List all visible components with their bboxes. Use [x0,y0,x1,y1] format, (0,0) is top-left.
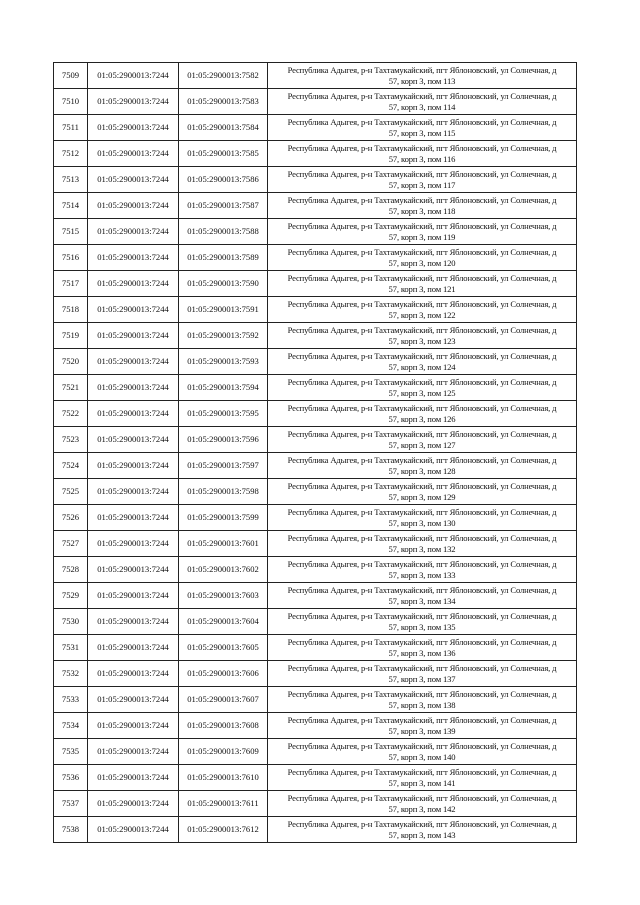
cadastral-number-cell: 01:05:2900013:7597 [179,453,268,479]
address-line-2: 57, корп 3, пом 127 [388,439,456,450]
row-number-cell: 7509 [54,63,88,89]
row-number-cell: 7524 [54,453,88,479]
parent-cadastral-number-cell: 01:05:2900013:7244 [88,141,179,167]
parent-cadastral-number-cell: 01:05:2900013:7244 [88,661,179,687]
address-line-2: 57, корп 3, пом 115 [388,127,456,138]
address-line-2: 57, корп 3, пом 119 [388,231,456,242]
parent-cadastral-number-cell: 01:05:2900013:7244 [88,609,179,635]
address-line-1: Республика Адыгея, р-н Тахтамукайский, пгт Яблоновский, ул Солнечная, д [287,662,557,673]
cadastral-number-cell: 01:05:2900013:7598 [179,479,268,505]
row-number-cell: 7516 [54,245,88,271]
address-line-2: 57, корп 3, пом 113 [388,75,456,86]
address-line-1: Республика Адыгея, р-н Тахтамукайский, пгт Яблоновский, ул Солнечная, д [287,506,557,517]
cadastral-number-cell: 01:05:2900013:7585 [179,141,268,167]
row-number-cell: 7518 [54,297,88,323]
address-line-1: Республика Адыгея, р-н Тахтамукайский, пгт Яблоновский, ул Солнечная, д [287,610,557,621]
address-line-2: 57, корп 3, пом 121 [388,283,456,294]
row-number-cell: 7522 [54,401,88,427]
parent-cadastral-number-cell: 01:05:2900013:7244 [88,817,179,843]
row-number-cell: 7517 [54,271,88,297]
address-line-1: Республика Адыгея, р-н Тахтамукайский, пгт Яблоновский, ул Солнечная, д [287,376,557,387]
parent-cadastral-number-cell: 01:05:2900013:7244 [88,63,179,89]
row-number-cell: 7531 [54,635,88,661]
table-row [54,115,577,141]
parent-cadastral-number-cell: 01:05:2900013:7244 [88,323,179,349]
address-line-2: 57, корп 3, пом 135 [388,621,456,632]
cadastral-number-cell: 01:05:2900013:7596 [179,427,268,453]
cadastral-number-cell: 01:05:2900013:7608 [179,713,268,739]
parent-cadastral-number-cell: 01:05:2900013:7244 [88,583,179,609]
table-row [54,817,577,843]
row-number-cell: 7515 [54,219,88,245]
row-number-cell: 7528 [54,557,88,583]
address-line-1: Республика Адыгея, р-н Тахтамукайский, пгт Яблоновский, ул Солнечная, д [287,636,557,647]
parent-cadastral-number-cell: 01:05:2900013:7244 [88,505,179,531]
table-row [54,791,577,817]
address-cell [268,245,577,271]
address-line-1: Республика Адыгея, р-н Тахтамукайский, пгт Яблоновский, ул Солнечная, д [287,116,557,127]
address-line-2: 57, корп 3, пом 120 [388,257,456,268]
row-number-cell: 7512 [54,141,88,167]
table-row [54,479,577,505]
table-row [54,557,577,583]
parent-cadastral-number-cell: 01:05:2900013:7244 [88,531,179,557]
parent-cadastral-number-cell: 01:05:2900013:7244 [88,427,179,453]
address-line-2: 57, корп 3, пом 132 [388,543,456,554]
cadastral-number-cell: 01:05:2900013:7599 [179,505,268,531]
table-row [54,63,577,89]
row-number-cell: 7510 [54,89,88,115]
parent-cadastral-number-cell: 01:05:2900013:7244 [88,791,179,817]
parent-cadastral-number-cell: 01:05:2900013:7244 [88,713,179,739]
cadastral-number-cell: 01:05:2900013:7602 [179,557,268,583]
address-cell [268,635,577,661]
address-line-2: 57, корп 3, пом 122 [388,309,456,320]
table-row [54,89,577,115]
address-line-1: Республика Адыгея, р-н Тахтамукайский, пгт Яблоновский, ул Солнечная, д [287,766,557,777]
table-row [54,505,577,531]
address-cell [268,297,577,323]
cadastral-number-cell: 01:05:2900013:7582 [179,63,268,89]
table-row [54,323,577,349]
address-line-1: Республика Адыгея, р-н Тахтамукайский, пгт Яблоновский, ул Солнечная, д [287,532,557,543]
address-cell [268,817,577,843]
parent-cadastral-number-cell: 01:05:2900013:7244 [88,219,179,245]
cadastral-number-cell: 01:05:2900013:7611 [179,791,268,817]
address-line-1: Республика Адыгея, р-н Тахтамукайский, пгт Яблоновский, ул Солнечная, д [287,246,557,257]
parent-cadastral-number-cell: 01:05:2900013:7244 [88,89,179,115]
cadastral-number-cell: 01:05:2900013:7601 [179,531,268,557]
address-cell [268,453,577,479]
parent-cadastral-number-cell: 01:05:2900013:7244 [88,349,179,375]
address-cell [268,505,577,531]
parent-cadastral-number-cell: 01:05:2900013:7244 [88,635,179,661]
cadastral-number-cell: 01:05:2900013:7591 [179,297,268,323]
cadastral-number-cell: 01:05:2900013:7594 [179,375,268,401]
address-cell [268,115,577,141]
row-number-cell: 7523 [54,427,88,453]
address-line-1: Республика Адыгея, р-н Тахтамукайский, пгт Яблоновский, ул Солнечная, д [287,220,557,231]
address-line-1: Республика Адыгея, р-н Тахтамукайский, пгт Яблоновский, ул Солнечная, д [287,454,557,465]
table-row [54,349,577,375]
address-cell [268,167,577,193]
address-line-2: 57, корп 3, пом 124 [388,361,456,372]
parent-cadastral-number-cell: 01:05:2900013:7244 [88,115,179,141]
address-cell [268,765,577,791]
address-cell [268,271,577,297]
parent-cadastral-number-cell: 01:05:2900013:7244 [88,401,179,427]
address-line-1: Республика Адыгея, р-н Тахтамукайский, пгт Яблоновский, ул Солнечная, д [287,168,557,179]
row-number-cell: 7525 [54,479,88,505]
cadastral-number-cell: 01:05:2900013:7612 [179,817,268,843]
address-cell [268,713,577,739]
address-line-2: 57, корп 3, пом 134 [388,595,456,606]
row-number-cell: 7521 [54,375,88,401]
address-line-1: Республика Адыгея, р-н Тахтамукайский, пгт Яблоновский, ул Солнечная, д [287,480,557,491]
row-number-cell: 7538 [54,817,88,843]
row-number-cell: 7520 [54,349,88,375]
table-row [54,635,577,661]
address-line-1: Республика Адыгея, р-н Тахтамукайский, пгт Яблоновский, ул Солнечная, д [287,64,557,75]
address-cell [268,193,577,219]
address-line-1: Республика Адыгея, р-н Тахтамукайский, пгт Яблоновский, ул Солнечная, д [287,740,557,751]
cadastral-number-cell: 01:05:2900013:7595 [179,401,268,427]
row-number-cell: 7536 [54,765,88,791]
address-cell [268,609,577,635]
property-registry-table [53,62,577,843]
row-number-cell: 7533 [54,687,88,713]
address-line-1: Республика Адыгея, р-н Тахтамукайский, пгт Яблоновский, ул Солнечная, д [287,428,557,439]
row-number-cell: 7513 [54,167,88,193]
parent-cadastral-number-cell: 01:05:2900013:7244 [88,297,179,323]
address-line-2: 57, корп 3, пом 139 [388,725,456,736]
row-number-cell: 7530 [54,609,88,635]
cadastral-number-cell: 01:05:2900013:7593 [179,349,268,375]
address-cell [268,479,577,505]
address-line-2: 57, корп 3, пом 138 [388,699,456,710]
cadastral-number-cell: 01:05:2900013:7586 [179,167,268,193]
address-line-2: 57, корп 3, пом 118 [388,205,456,216]
row-number-cell: 7526 [54,505,88,531]
table-row [54,375,577,401]
row-number-cell: 7535 [54,739,88,765]
cadastral-number-cell: 01:05:2900013:7588 [179,219,268,245]
address-cell [268,349,577,375]
table-row [54,193,577,219]
address-cell [268,89,577,115]
parent-cadastral-number-cell: 01:05:2900013:7244 [88,479,179,505]
address-line-2: 57, корп 3, пом 123 [388,335,456,346]
address-cell [268,427,577,453]
table-row [54,583,577,609]
row-number-cell: 7511 [54,115,88,141]
address-line-1: Республика Адыгея, р-н Тахтамукайский, пгт Яблоновский, ул Солнечная, д [287,298,557,309]
table-row [54,687,577,713]
address-cell [268,739,577,765]
address-line-1: Республика Адыгея, р-н Тахтамукайский, пгт Яблоновский, ул Солнечная, д [287,714,557,725]
parent-cadastral-number-cell: 01:05:2900013:7244 [88,557,179,583]
address-line-2: 57, корп 3, пом 142 [388,803,456,814]
table-row [54,297,577,323]
row-number-cell: 7527 [54,531,88,557]
parent-cadastral-number-cell: 01:05:2900013:7244 [88,375,179,401]
row-number-cell: 7519 [54,323,88,349]
table-row [54,245,577,271]
row-number-cell: 7534 [54,713,88,739]
parent-cadastral-number-cell: 01:05:2900013:7244 [88,271,179,297]
table-row [54,219,577,245]
table-row [54,141,577,167]
address-line-1: Республика Адыгея, р-н Тахтамукайский, пгт Яблоновский, ул Солнечная, д [287,142,557,153]
cadastral-number-cell: 01:05:2900013:7605 [179,635,268,661]
address-cell [268,219,577,245]
cadastral-number-cell: 01:05:2900013:7584 [179,115,268,141]
row-number-cell: 7537 [54,791,88,817]
parent-cadastral-number-cell: 01:05:2900013:7244 [88,765,179,791]
address-cell [268,557,577,583]
cadastral-number-cell: 01:05:2900013:7590 [179,271,268,297]
address-cell [268,661,577,687]
address-cell [268,531,577,557]
address-cell [268,63,577,89]
registry-table-body [54,63,577,843]
cadastral-number-cell: 01:05:2900013:7604 [179,609,268,635]
address-line-1: Республика Адыгея, р-н Тахтамукайский, пгт Яблоновский, ул Солнечная, д [287,558,557,569]
table-row [54,271,577,297]
address-line-1: Республика Адыгея, р-н Тахтамукайский, пгт Яблоновский, ул Солнечная, д [287,402,557,413]
address-line-2: 57, корп 3, пом 128 [388,465,456,476]
address-line-2: 57, корп 3, пом 126 [388,413,456,424]
address-line-1: Республика Адыгея, р-н Тахтамукайский, пгт Яблоновский, ул Солнечная, д [287,194,557,205]
table-row [54,713,577,739]
table-row [54,739,577,765]
table-row [54,661,577,687]
table-row [54,531,577,557]
cadastral-number-cell: 01:05:2900013:7583 [179,89,268,115]
table-row [54,453,577,479]
table-row [54,401,577,427]
parent-cadastral-number-cell: 01:05:2900013:7244 [88,453,179,479]
address-line-1: Республика Адыгея, р-н Тахтамукайский, пгт Яблоновский, ул Солнечная, д [287,792,557,803]
address-line-1: Республика Адыгея, р-н Тахтамукайский, пгт Яблоновский, ул Солнечная, д [287,818,557,829]
cadastral-number-cell: 01:05:2900013:7609 [179,739,268,765]
address-line-2: 57, корп 3, пом 133 [388,569,456,580]
address-line-1: Республика Адыгея, р-н Тахтамукайский, пгт Яблоновский, ул Солнечная, д [287,324,557,335]
row-number-cell: 7532 [54,661,88,687]
parent-cadastral-number-cell: 01:05:2900013:7244 [88,245,179,271]
address-line-1: Республика Адыгея, р-н Тахтамукайский, пгт Яблоновский, ул Солнечная, д [287,90,557,101]
address-cell [268,323,577,349]
table-row [54,167,577,193]
parent-cadastral-number-cell: 01:05:2900013:7244 [88,193,179,219]
address-line-1: Республика Адыгея, р-н Тахтамукайский, пгт Яблоновский, ул Солнечная, д [287,272,557,283]
parent-cadastral-number-cell: 01:05:2900013:7244 [88,167,179,193]
cadastral-number-cell: 01:05:2900013:7610 [179,765,268,791]
address-line-2: 57, корп 3, пом 125 [388,387,456,398]
cadastral-number-cell: 01:05:2900013:7587 [179,193,268,219]
address-line-2: 57, корп 3, пом 114 [388,101,456,112]
address-line-2: 57, корп 3, пом 116 [388,153,456,164]
address-cell [268,141,577,167]
row-number-cell: 7529 [54,583,88,609]
parent-cadastral-number-cell: 01:05:2900013:7244 [88,739,179,765]
address-line-2: 57, корп 3, пом 136 [388,647,456,658]
table-row [54,765,577,791]
cadastral-number-cell: 01:05:2900013:7607 [179,687,268,713]
address-cell [268,401,577,427]
table-row [54,427,577,453]
address-line-2: 57, корп 3, пом 137 [388,673,456,684]
address-line-2: 57, корп 3, пом 141 [388,777,456,788]
address-cell [268,375,577,401]
address-line-2: 57, корп 3, пом 130 [388,517,456,528]
address-line-1: Республика Адыгея, р-н Тахтамукайский, пгт Яблоновский, ул Солнечная, д [287,584,557,595]
cadastral-number-cell: 01:05:2900013:7589 [179,245,268,271]
cadastral-number-cell: 01:05:2900013:7603 [179,583,268,609]
address-cell [268,687,577,713]
cadastral-number-cell: 01:05:2900013:7592 [179,323,268,349]
parent-cadastral-number-cell: 01:05:2900013:7244 [88,687,179,713]
table-row [54,609,577,635]
address-cell [268,791,577,817]
row-number-cell: 7514 [54,193,88,219]
address-line-1: Республика Адыгея, р-н Тахтамукайский, пгт Яблоновский, ул Солнечная, д [287,688,557,699]
address-line-2: 57, корп 3, пом 117 [388,179,456,190]
address-line-2: 57, корп 3, пом 129 [388,491,456,502]
address-cell [268,583,577,609]
address-line-1: Республика Адыгея, р-н Тахтамукайский, пгт Яблоновский, ул Солнечная, д [287,350,557,361]
address-line-2: 57, корп 3, пом 143 [388,829,456,840]
address-line-2: 57, корп 3, пом 140 [388,751,456,762]
cadastral-number-cell: 01:05:2900013:7606 [179,661,268,687]
